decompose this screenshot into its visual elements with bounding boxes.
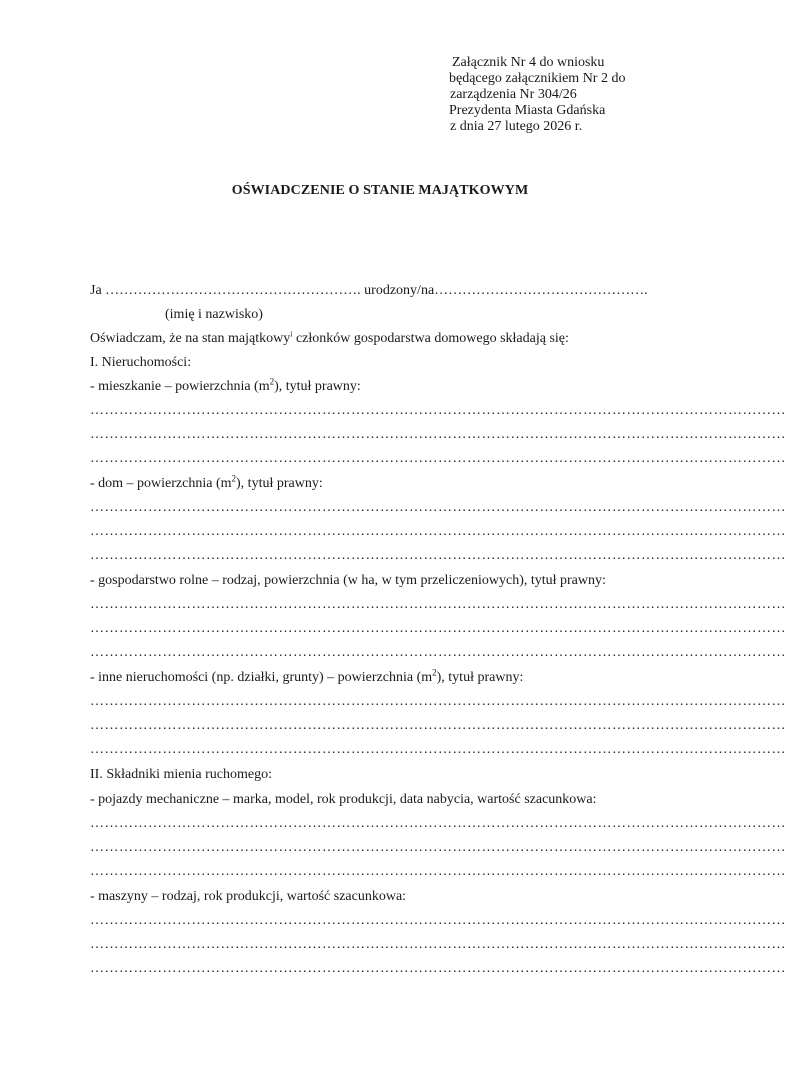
attachment-note-line-2: będącego załącznikiem Nr 2 do — [449, 71, 626, 86]
attachment-note-line-1: Załącznik Nr 4 do wniosku — [452, 55, 605, 70]
gospodarstwo-field-2[interactable]: ……………………………………………………………………………………………………………………………… — [90, 621, 786, 636]
inne-field-1[interactable]: ……………………………………………………………………………………………………………………………… — [90, 694, 786, 709]
maszyny-field-3[interactable]: ……………………………………………………………………………………………………………………………… — [90, 961, 786, 976]
maszyny-field-2[interactable]: ……………………………………………………………………………………………………………………………… — [90, 937, 786, 952]
mieszkanie-field-2[interactable]: ……………………………………………………………………………………………………………………………… — [90, 427, 786, 442]
dom-label: - dom – powierzchnia $(m^2)$, tytuł prawny: — [90, 473, 323, 491]
inne-field-2[interactable]: ……………………………………………………………………………………………………………………………… — [90, 718, 786, 733]
pojazdy-label: - pojazdy mechaniczne – marka, model, rok produkcji, data nabycia, wartość szacunkowa: — [90, 792, 597, 807]
mieszkanie-field-1[interactable]: ……………………………………………………………………………………………………………………………… — [90, 403, 786, 418]
name-line — [90, 282, 648, 300]
pojazdy-field-2[interactable]: ……………………………………………………………………………………………………………………………… — [90, 840, 786, 855]
section-2-heading: II. Składniki mienia ruchomego: — [90, 767, 272, 782]
born-field[interactable]: ………………………………………. — [434, 283, 648, 298]
ja-label: Ja — [90, 283, 102, 298]
declaration-text: Oświadczam, że na stan majątkowy$^i$ członków gospodarstwa domowego składają się: — [90, 329, 569, 346]
section-1-heading: I. Nieruchomości: — [90, 355, 192, 370]
dom-field-1[interactable]: ……………………………………………………………………………………………………………………………… — [90, 500, 786, 515]
maszyny-field-1[interactable]: ……………………………………………………………………………………………………………………………… — [90, 913, 786, 928]
pojazdy-field-1[interactable]: ……………………………………………………………………………………………………………………………… — [90, 816, 786, 831]
document-title: OŚWIADCZENIE O STANIE MAJĄTKOWYM — [231, 183, 529, 198]
maszyny-label: - maszyny – rodzaj, rok produkcji, wartość szacunkowa: — [90, 889, 407, 904]
dom-field-3[interactable]: ……………………………………………………………………………………………………………………………… — [90, 548, 786, 563]
mieszkanie-label: - mieszkanie – powierzchnia $(m^2)$, tytuł prawny: — [90, 376, 361, 394]
footnote-mark: i — [290, 329, 293, 339]
mieszkanie-field-3[interactable]: ……………………………………………………………………………………………………………………………… — [90, 451, 786, 466]
inne-field-3[interactable]: ……………………………………………………………………………………………………………………………… — [90, 742, 786, 757]
dom-field-2[interactable]: ……………………………………………………………………………………………………………………………… — [90, 524, 786, 539]
attachment-note-line-5: z dnia 27 lutego 2026 r. — [450, 119, 583, 134]
attachment-note-line-3: zarządzenia Nr 304/26 — [450, 87, 577, 102]
attachment-note — [449, 55, 689, 135]
pojazdy-field-3[interactable]: ……………………………………………………………………………………………………………………………… — [90, 864, 786, 879]
name-field[interactable]: ………………………………………………. — [105, 283, 361, 298]
born-label: urodzony/na — [364, 283, 435, 298]
gospodarstwo-field-3[interactable]: ……………………………………………………………………………………………………………………………… — [90, 645, 786, 660]
name-caption: (imię i nazwisko) — [165, 307, 263, 322]
gospodarstwo-field-1[interactable]: ……………………………………………………………………………………………………………………………… — [90, 597, 786, 612]
inne-label: - inne nieruchomości (np. działki, grunty) – powierzchnia $(m^2)$, tytuł prawny: — [90, 667, 524, 685]
attachment-note-line-4: Prezydenta Miasta Gdańska — [449, 103, 606, 118]
gospodarstwo-label: - gospodarstwo rolne – rodzaj, powierzchnia (w ha, w tym przeliczeniowych), tytuł prawny: — [90, 573, 606, 588]
